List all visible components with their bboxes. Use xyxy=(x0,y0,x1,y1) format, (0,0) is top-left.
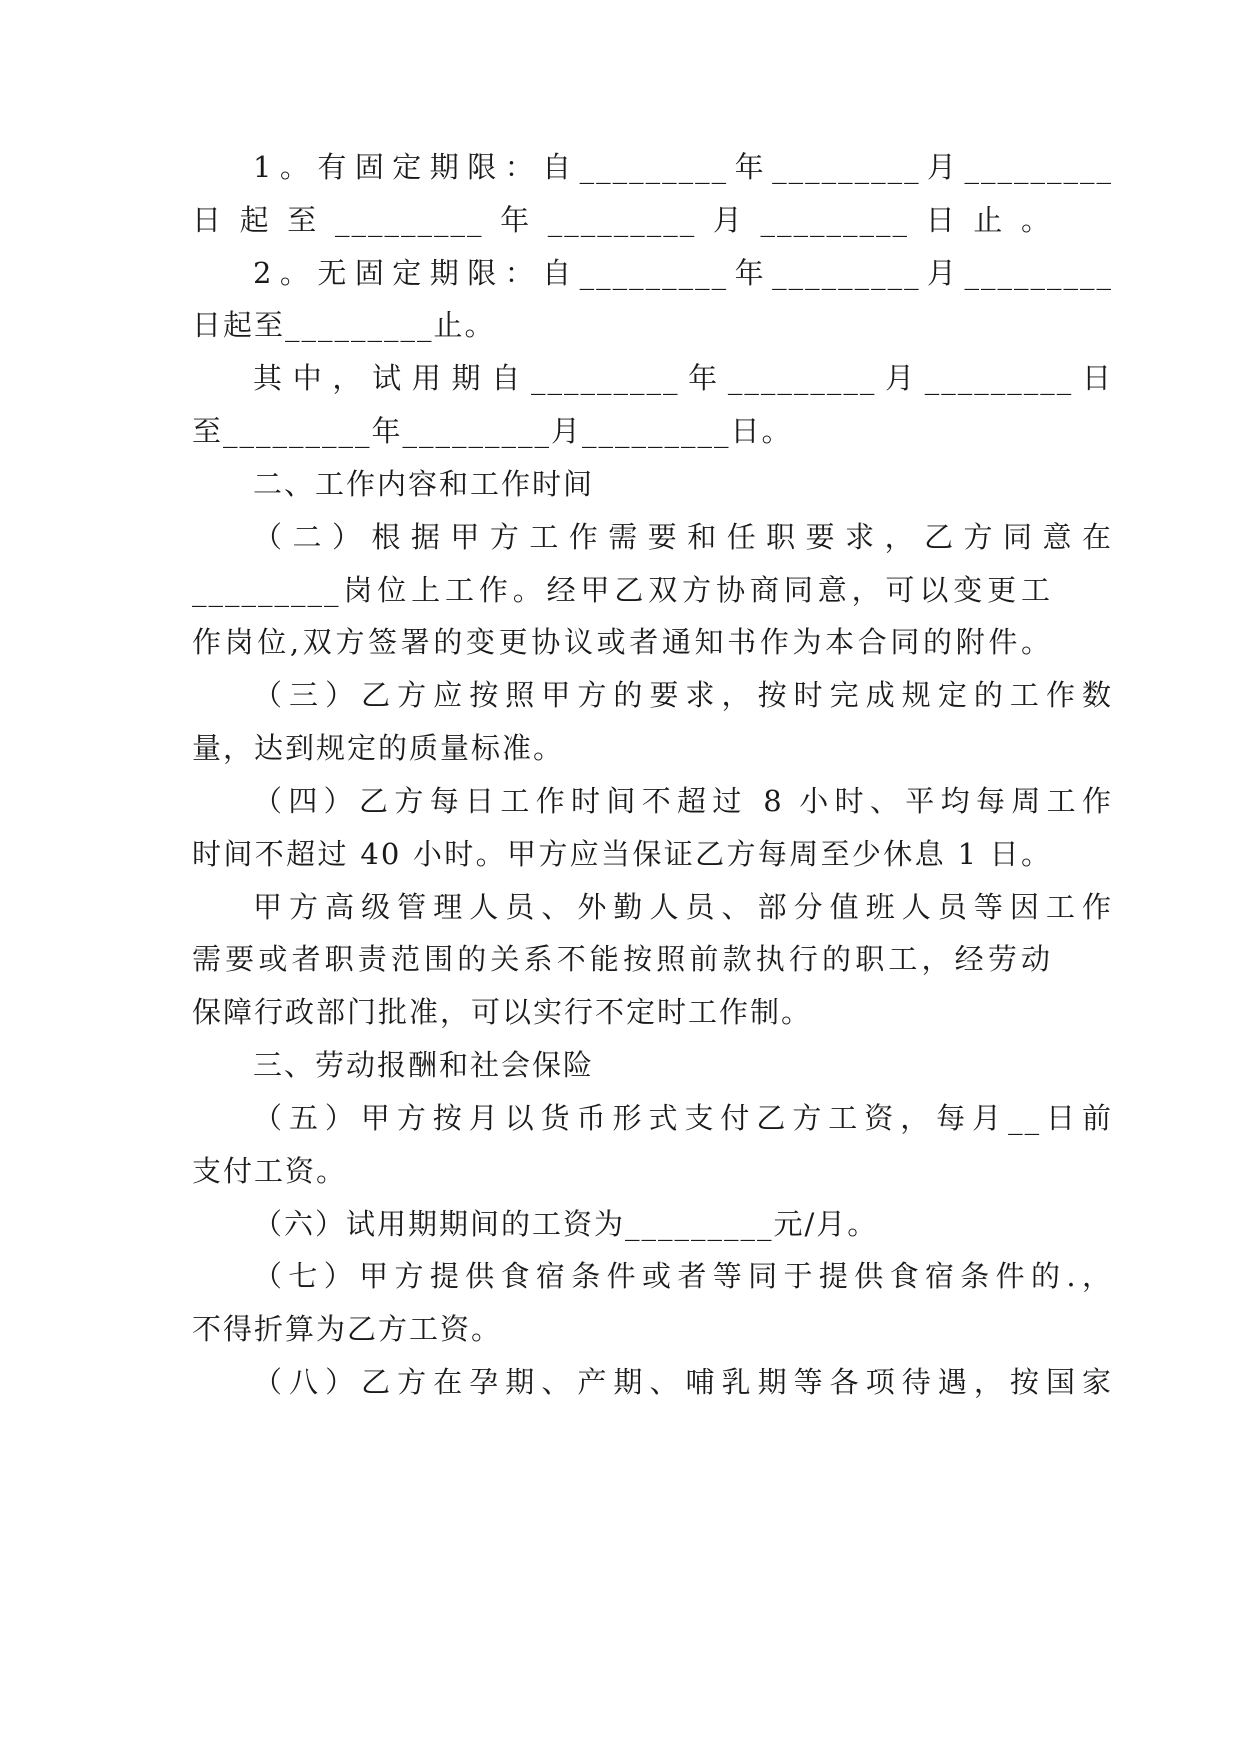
text-line: 不得折算为乙方工资。 xyxy=(192,1312,503,1346)
text-line: （四）乙方每日工作时间不超过 8 小时、平均每周工作 xyxy=(253,784,1113,818)
text-line: 其中，试用期自_________年_________月_________日 xyxy=(253,361,1113,395)
text-line: 保障行政部门批准，可以实行不定时工作制。 xyxy=(192,995,813,1029)
text-line: 至_________年_________月_________日。 xyxy=(192,414,793,448)
text-line: 需要或者职责范围的关系不能按照前款执行的职工，经劳动 xyxy=(192,942,1052,976)
text-line: （三）乙方应按照甲方的要求，按时完成规定的工作数 xyxy=(253,678,1113,712)
text-line: （二）根据甲方工作需要和任职要求，乙方同意在 xyxy=(253,520,1113,554)
text-line: 甲方高级管理人员、外勤人员、部分值班人员等因工作 xyxy=(253,890,1113,924)
text-line: 2。无固定期限：自_________年_________月_________ xyxy=(253,256,1113,290)
text-line: 量，达到规定的质量标准。 xyxy=(192,731,565,765)
text-line: 日起至_________年_________月_________日止。 xyxy=(192,203,1052,237)
text-line: 时间不超过 40 小时。甲方应当保证乙方每周至少休息 1 日。 xyxy=(192,837,1052,871)
text-line: 作岗位,双方签署的变更协议或者通知书作为本合同的附件。 xyxy=(192,625,1052,659)
text-line: 1。有固定期限：自_________年_________月_________ xyxy=(253,150,1113,184)
section-heading: 三、劳动报酬和社会保险 xyxy=(253,1048,595,1082)
text-line: （七）甲方提供食宿条件或者等同于提供食宿条件的.， xyxy=(253,1259,1113,1293)
text-line: （五）甲方按月以货币形式支付乙方工资，每月__日前 xyxy=(253,1101,1113,1135)
text-line: （八）乙方在孕期、产期、哺乳期等各项待遇，按国家 xyxy=(253,1365,1113,1399)
text-line: （六）试用期期间的工资为_________元/月。 xyxy=(253,1207,879,1241)
text-line: _________岗位上工作。经甲乙双方协商同意，可以变更工 xyxy=(192,573,1052,607)
text-line: 支付工资。 xyxy=(192,1154,348,1188)
text-line: 日起至_________止。 xyxy=(192,308,496,342)
section-heading: 二、工作内容和工作时间 xyxy=(253,467,595,501)
